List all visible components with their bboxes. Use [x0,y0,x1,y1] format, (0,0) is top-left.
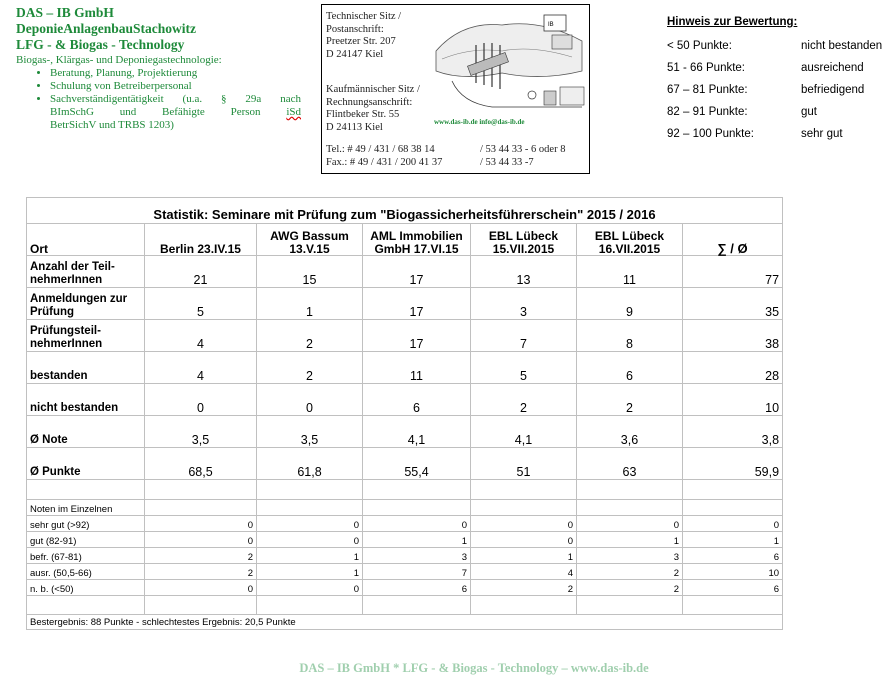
table-row [27,448,783,480]
address-line: Preetzer Str. 207 [326,36,396,47]
detail-cell: 2 [145,548,257,564]
detail-row [27,564,783,580]
contact-numbers [326,144,590,169]
table-cell: 0 [145,384,257,416]
phone: Tel.: # 49 / 431 / 68 38 14 [326,144,435,155]
total-cell: 77 [683,256,783,288]
table-cell: 63 [577,448,683,480]
empty-cell [577,596,683,615]
detail-cell: 0 [257,516,363,532]
detail-cell: 1 [577,532,683,548]
detail-cell: 0 [471,516,577,532]
table-cell: 4 [145,320,257,352]
table-cell: 6 [363,384,471,416]
table-cell: 2 [471,384,577,416]
detail-heading: Noten im Einzelnen [27,500,145,516]
table-cell: 21 [145,256,257,288]
statistics-table [26,197,783,630]
row-label: Prüfungsteil- nehmerInnen [27,320,145,352]
table-row [27,416,783,448]
table-cell: 68,5 [145,448,257,480]
detail-total: 1 [683,532,783,548]
table-cell: 9 [577,288,683,320]
legend-grade: ausreichend [801,62,864,74]
detail-cell: 2 [577,580,683,596]
empty-cell [363,596,471,615]
company-block [16,5,301,132]
legend-heading: Hinweis zur Bewertung: [667,16,798,28]
company-intro: Biogas-, Klärgas- und Deponiegastechnologie: [16,54,222,66]
detail-cell: 2 [471,580,577,596]
fax: Fax.: # 49 / 431 / 200 41 37 [326,156,443,168]
web-email: www.das-ib.de info@das-ib.de [434,118,525,126]
empty-cell [257,596,363,615]
detail-label: befr. (67-81) [27,548,145,564]
service-item-continued: BetrSichV und TRBS 1203) [50,119,174,131]
plant-sketch-icon [432,11,588,115]
service-item: • Beratung, Planung, Projektierung [50,67,301,80]
detail-cell: 7 [363,564,471,580]
detail-cell: 0 [577,516,683,532]
detail-cell: 6 [363,580,471,596]
technical-address [326,11,434,61]
table-cell: 4 [145,352,257,384]
table-row [27,288,783,320]
result-row [27,615,783,630]
table-cell: 17 [363,320,471,352]
empty-cell [471,596,577,615]
empty-cell [471,500,577,516]
total-cell: 3,8 [683,416,783,448]
detail-total: 0 [683,516,783,532]
table-cell: 4,1 [363,416,471,448]
table-cell: 51 [471,448,577,480]
table-cell: 0 [257,384,363,416]
table-row [27,352,783,384]
phone-ext: / 53 44 33 - 6 oder 8 [480,144,566,155]
table-cell: 3,5 [257,416,363,448]
table-cell: 55,4 [363,448,471,480]
empty-cell [257,480,363,500]
service-text: Sachverständigentätigkeit (u.a. § 29a nach [50,93,301,105]
empty-cell [577,480,683,500]
detail-cell: 0 [145,580,257,596]
detail-row [27,580,783,596]
detail-cell: 3 [363,548,471,564]
table-cell: 11 [577,256,683,288]
legend-grade: nicht bestanden [801,40,883,52]
service-text: BImSchG und Befähigte Person [50,106,287,118]
legend-grade: gut [801,106,817,118]
table-cell: 2 [257,352,363,384]
company-tagline: LFG - & Biogas - Technology [16,37,185,52]
table-cell: 15 [257,256,363,288]
total-cell: 59,9 [683,448,783,480]
empty-cell [145,480,257,500]
legend-range: 82 – 91 Punkte: [667,106,748,118]
empty-cell [257,500,363,516]
service-item [50,93,301,106]
address-line: Postanschrift: [326,23,384,35]
total-cell: 10 [683,384,783,416]
empty-cell [683,596,783,615]
legend-grade: sehr gut [801,128,843,140]
detail-cell: 0 [471,532,577,548]
detail-cell: 3 [577,548,683,564]
spacer-row [27,596,783,615]
detail-cell: 0 [257,580,363,596]
table-row [27,384,783,416]
header-seminar: Berlin 23.IV.15 [145,224,257,256]
table-cell: 5 [145,288,257,320]
detail-cell: 1 [257,564,363,580]
empty-cell [683,500,783,516]
address-line: Rechnungsanschrift: [326,96,413,108]
address-line: D 24113 Kiel [326,121,383,133]
table-cell: 4,1 [471,416,577,448]
table-cell: 5 [471,352,577,384]
commercial-address [326,84,434,134]
table-cell: 2 [577,384,683,416]
table-cell: 3 [471,288,577,320]
service-item-continued [16,106,301,119]
service-item: • Schulung von Betreiberpersonal [50,80,301,93]
spacer-row [27,480,783,500]
detail-cell: 1 [471,548,577,564]
header-seminar: EBL Lübeck 15.VII.2015 [471,224,577,256]
table-cell: 3,5 [145,416,257,448]
header-seminar: EBL Lübeck 16.VII.2015 [577,224,683,256]
empty-cell [471,480,577,500]
legend-range: < 50 Punkte: [667,40,732,52]
detail-label: gut (82-91) [27,532,145,548]
table-cell: 13 [471,256,577,288]
legend-range: 92 – 100 Punkte: [667,128,754,140]
rating-legend [667,16,891,150]
detail-total: 10 [683,564,783,580]
header-ort: Ort [27,224,145,256]
table-cell: 17 [363,288,471,320]
detail-row [27,516,783,532]
empty-cell [683,480,783,500]
svg-text:IB: IB [548,22,554,28]
address-line: Kaufmännischer Sitz / [326,84,420,95]
detail-cell: 0 [363,516,471,532]
detail-total: 6 [683,580,783,596]
table-cell: 1 [257,288,363,320]
detail-cell: 0 [145,516,257,532]
company-name: DAS – IB GmbH [16,5,114,20]
detail-cell: 1 [257,548,363,564]
row-label: Anzahl der Teil- nehmerInnen [27,256,145,288]
legend-grade: befriedigend [801,84,865,96]
detail-label: n. b. (<50) [27,580,145,596]
table-row [27,256,783,288]
fax-ext: / 53 44 33 -7 [480,156,534,168]
legend-range: 67 – 81 Punkte: [667,84,748,96]
detail-row [27,532,783,548]
detail-label: ausr. (50,5-66) [27,564,145,580]
empty-cell [27,596,145,615]
total-cell: 28 [683,352,783,384]
header-seminar: AWG Bassum 13.V.15 [257,224,363,256]
empty-cell [363,500,471,516]
best-worst-result: Bestergebnis: 88 Punkte - schlechtestes Ergebnis: 20,5 Punkte [27,615,783,630]
table-cell: 6 [577,352,683,384]
table-cell: 2 [257,320,363,352]
table-cell: 11 [363,352,471,384]
footer-line: DAS – IB GmbH * LFG - & Biogas - Technology – www.das-ib.de [299,661,649,675]
legend-row [667,40,891,62]
detail-row [27,548,783,564]
detail-total: 6 [683,548,783,564]
services-list [16,67,301,106]
table-title: Statistik: Seminare mit Prüfung zum "Biogassicherheitsführerschein" 2015 / 2016 [27,198,783,224]
detail-cell: 2 [145,564,257,580]
table-cell: 8 [577,320,683,352]
header-sum: ∑ / Ø [683,224,783,256]
empty-cell [577,500,683,516]
spellcheck-word: iSd [286,106,301,118]
detail-cell: 4 [471,564,577,580]
legend-row [667,84,891,106]
legend-row [667,62,891,84]
address-line: Flintbeker Str. 55 [326,109,400,120]
table-cell: 17 [363,256,471,288]
detail-label: sehr gut (>92) [27,516,145,532]
total-cell: 38 [683,320,783,352]
legend-row [667,128,891,150]
address-line: Technischer Sitz / [326,11,402,22]
table-cell: 7 [471,320,577,352]
address-line: D 24147 Kiel [326,48,384,60]
detail-cell: 1 [363,532,471,548]
row-label: Anmeldungen zur Prüfung [27,288,145,320]
row-label: nicht bestanden [27,384,145,416]
header-seminar: AML Immobilien GmbH 17.VI.15 [363,224,471,256]
legend-row [667,106,891,128]
header-row [27,224,783,256]
row-label: Ø Note [27,416,145,448]
table-row [27,320,783,352]
empty-cell [145,500,257,516]
empty-cell [27,480,145,500]
detail-heading-row [27,500,783,516]
detail-cell: 0 [257,532,363,548]
empty-cell [145,596,257,615]
legend-range: 51 - 66 Punkte: [667,62,745,74]
row-label: Ø Punkte [27,448,145,480]
detail-cell: 0 [145,532,257,548]
company-subname: DeponieAnlagenbauStachowitz [16,21,197,36]
row-label: bestanden [27,352,145,384]
address-box [321,4,590,174]
empty-cell [363,480,471,500]
detail-cell: 2 [577,564,683,580]
table-cell: 3,6 [577,416,683,448]
total-cell: 35 [683,288,783,320]
table-cell: 61,8 [257,448,363,480]
